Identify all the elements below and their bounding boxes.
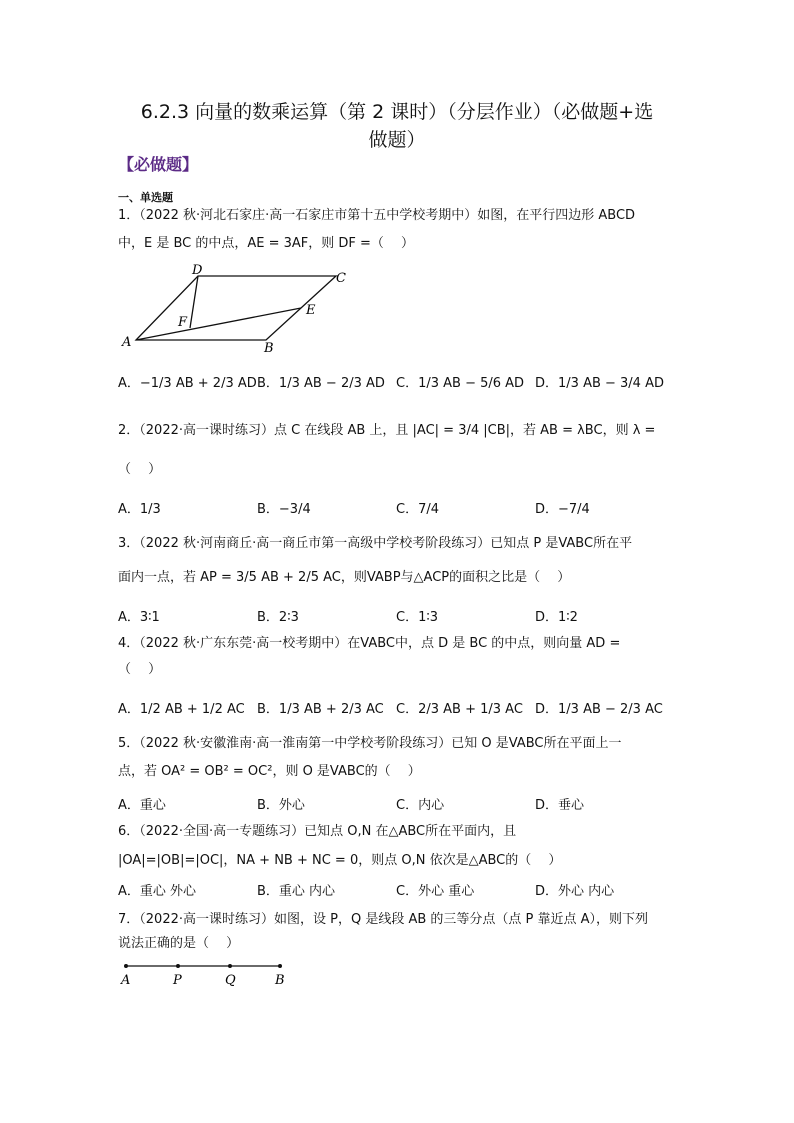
q5-stem-cont: 点，若 OA² = OB² = OC²，则 O 是VABC的（ ） bbox=[118, 764, 421, 779]
q4-option-d[interactable]: D．1/3 AB − 2/3 AC bbox=[535, 702, 663, 717]
q1-option-d[interactable]: D．1/3 AB − 3/4 AD bbox=[535, 376, 664, 391]
q6-option-b[interactable]: B．重心 内心 bbox=[257, 884, 336, 899]
section-tag: 【必做题】 bbox=[118, 155, 199, 174]
page-title: 6.2.3 向量的数乘运算（第 2 课时）（分层作业）（必做题+选 bbox=[140, 101, 654, 123]
q2-option-c[interactable]: C．7/4 bbox=[396, 502, 439, 517]
q6-option-d[interactable]: D．外心 内心 bbox=[535, 884, 615, 899]
fig-label-F: F bbox=[178, 315, 188, 330]
q7-stem: 7．（2022·高一课时练习）如图，设 P，Q 是线段 AB 的三等分点（点 P 靠近点 A），则下列 bbox=[118, 912, 649, 927]
q4-stem-cont: （ ） bbox=[118, 662, 162, 677]
q3-options bbox=[118, 606, 678, 625]
q3-option-a[interactable]: A．3∶1 bbox=[118, 610, 160, 625]
q2-option-d[interactable]: D．−7/4 bbox=[535, 502, 590, 517]
q6-options bbox=[118, 880, 678, 899]
fig-label-E: E bbox=[306, 303, 316, 318]
q5-option-d[interactable]: D．垂心 bbox=[535, 798, 585, 813]
q2-option-b[interactable]: B．−3/4 bbox=[257, 502, 311, 517]
q5-stem: 5．（2022 秋·安徽淮南·高一淮南第一中学校考阶段练习）已知 O 是VABC所在平面上一 bbox=[118, 736, 622, 751]
q5-options bbox=[118, 794, 678, 813]
q5-option-c[interactable]: C．内心 bbox=[396, 798, 445, 813]
q4-option-c[interactable]: C．2/3 AB + 1/3 AC bbox=[396, 702, 523, 717]
q6-stem-cont: |OA|=|OB|=|OC|，NA + NB + NC = 0，则点 O,N 依次是△ABC的（ ） bbox=[118, 853, 562, 868]
section-heading: 一、单选题 bbox=[118, 191, 173, 204]
q3-option-c[interactable]: C．1∶3 bbox=[396, 610, 439, 625]
fig-label-B: B bbox=[264, 341, 274, 354]
q4-stem: 4．（2022 秋·广东东莞·高一校考期中）在VABC中，点 D 是 BC 的中点，则向量 AD = bbox=[118, 636, 621, 651]
q4-option-a[interactable]: A．1/2 AB + 1/2 AC bbox=[118, 702, 245, 717]
q1-parallelogram-figure bbox=[118, 262, 358, 354]
q2-stem-cont: （ ） bbox=[118, 462, 162, 477]
fig-label-C: C bbox=[336, 271, 346, 286]
q5-option-b[interactable]: B．外心 bbox=[257, 798, 305, 813]
q6-stem: 6．（2022·全国·高一专题练习）已知点 O,N 在△ABC所在平面内，且 bbox=[118, 824, 517, 839]
q3-option-b[interactable]: B．2∶3 bbox=[257, 610, 299, 625]
q3-stem-cont: 面内一点，若 AP = 3/5 AB + 2/5 AC，则VABP与△ACP的面积之比是（ ） bbox=[118, 570, 571, 585]
q1-option-b[interactable]: B．1/3 AB − 2/3 AD bbox=[257, 376, 385, 391]
q1-options bbox=[118, 372, 678, 391]
q4-option-b[interactable]: B．1/3 AB + 2/3 AC bbox=[257, 702, 384, 717]
seg-label-B: B bbox=[275, 973, 285, 988]
q6-option-c[interactable]: C．外心 重心 bbox=[396, 884, 475, 899]
fig-label-A: A bbox=[122, 335, 132, 350]
q6-option-a[interactable]: A．重心 外心 bbox=[118, 884, 197, 899]
q7-stem-cont: 说法正确的是（ ） bbox=[118, 936, 240, 951]
seg-label-A: A bbox=[121, 973, 131, 988]
q2-options bbox=[118, 498, 678, 517]
q1-option-c[interactable]: C．1/3 AB − 5/6 AD bbox=[396, 376, 525, 391]
fig-label-D: D bbox=[192, 263, 203, 278]
q7-segment-figure bbox=[118, 958, 298, 990]
q5-option-a[interactable]: A．重心 bbox=[118, 798, 166, 813]
q1-option-a[interactable]: A．−1/3 AB + 2/3 AD bbox=[118, 376, 257, 391]
seg-label-P: P bbox=[173, 973, 182, 988]
seg-label-Q: Q bbox=[225, 973, 236, 988]
q2-option-a[interactable]: A．1/3 bbox=[118, 502, 161, 517]
q3-stem: 3．（2022 秋·河南商丘·高一商丘市第一高级中学校考阶段练习）已知点 P 是VABC所在平 bbox=[118, 536, 633, 551]
q1-stem-cont: 中，E 是 BC 的中点，AE = 3AF，则 DF =（ ） bbox=[118, 236, 415, 251]
q3-option-d[interactable]: D．1∶2 bbox=[535, 610, 578, 625]
q2-stem: 2．（2022·高一课时练习）点 C 在线段 AB 上，且 |AC| = 3/4 |CB|，若 AB = λBC，则 λ = bbox=[118, 423, 656, 438]
q1-stem: 1．（2022 秋·河北石家庄·高一石家庄市第十五中学校考期中）如图，在平行四边形 ABCD bbox=[118, 208, 636, 223]
page-title-cont: 做题） bbox=[368, 129, 426, 151]
q4-options bbox=[118, 698, 678, 717]
